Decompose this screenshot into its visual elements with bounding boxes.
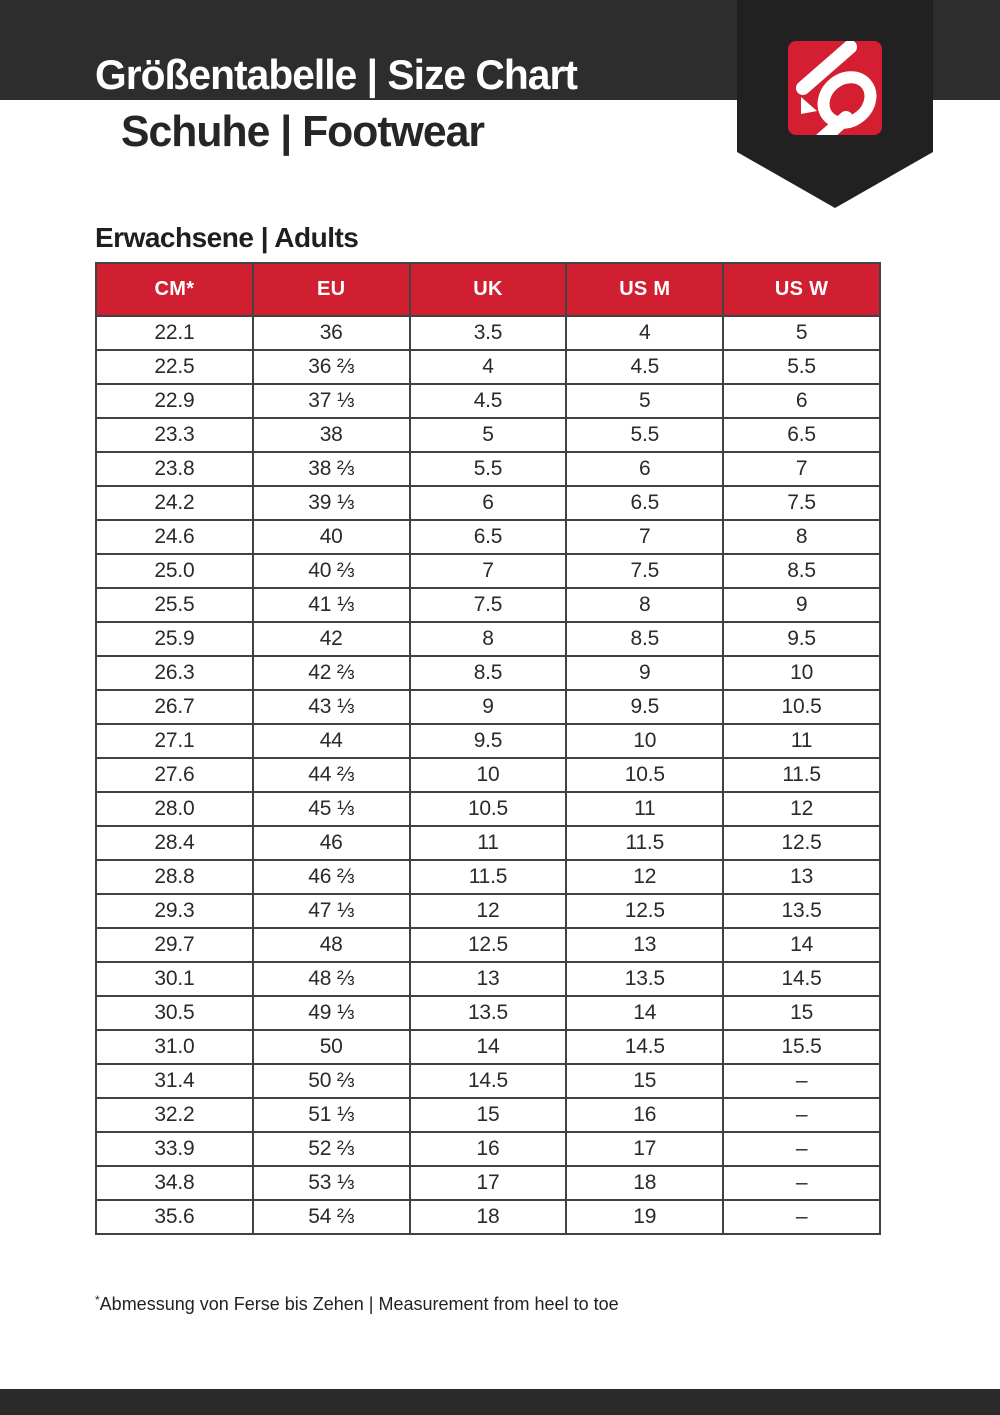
table-row: [96, 316, 880, 350]
size-cell: 11: [410, 826, 567, 860]
size-cell: 29.7: [96, 928, 253, 962]
size-cell: 44: [253, 724, 410, 758]
size-table: [95, 262, 881, 1235]
table-row: [96, 418, 880, 452]
size-cell: 48 ⅔: [253, 962, 410, 996]
column-header: UK: [410, 263, 567, 316]
page-subtitle: Schuhe | Footwear: [121, 107, 485, 156]
table-row: [96, 758, 880, 792]
size-cell: 8.5: [566, 622, 723, 656]
size-cell: –: [723, 1166, 880, 1200]
size-cell: –: [723, 1098, 880, 1132]
size-cell: 11.5: [410, 860, 567, 894]
size-cell: 8: [566, 588, 723, 622]
size-table-header: [96, 263, 880, 316]
size-cell: 13: [723, 860, 880, 894]
size-cell: 7.5: [566, 554, 723, 588]
table-row: [96, 1166, 880, 1200]
size-cell: 5.5: [410, 452, 567, 486]
size-cell: 8: [410, 622, 567, 656]
size-cell: 25.5: [96, 588, 253, 622]
table-row: [96, 452, 880, 486]
size-cell: 4: [566, 316, 723, 350]
size-cell: 27.1: [96, 724, 253, 758]
size-cell: 42 ⅔: [253, 656, 410, 690]
size-cell: 8.5: [410, 656, 567, 690]
size-cell: 9: [410, 690, 567, 724]
table-row: [96, 384, 880, 418]
size-cell: 9.5: [566, 690, 723, 724]
size-cell: 10: [723, 656, 880, 690]
size-cell: 36 ⅔: [253, 350, 410, 384]
size-cell: 17: [410, 1166, 567, 1200]
column-header: US W: [723, 263, 880, 316]
size-cell: 12.5: [410, 928, 567, 962]
size-cell: 6.5: [566, 486, 723, 520]
size-cell: 52 ⅔: [253, 1132, 410, 1166]
footnote-text: Abmessung von Ferse bis Zehen | Measurement from heel to toe: [99, 1294, 619, 1314]
table-row: [96, 1132, 880, 1166]
size-cell: 40: [253, 520, 410, 554]
size-cell: –: [723, 1132, 880, 1166]
size-cell: 5.5: [566, 418, 723, 452]
size-cell: 45 ⅓: [253, 792, 410, 826]
size-cell: 6: [410, 486, 567, 520]
table-row: [96, 486, 880, 520]
table-row: [96, 894, 880, 928]
size-cell: 5: [723, 316, 880, 350]
size-cell: 16: [566, 1098, 723, 1132]
size-cell: 48: [253, 928, 410, 962]
size-cell: 30.5: [96, 996, 253, 1030]
size-cell: 7.5: [410, 588, 567, 622]
size-cell: 7: [566, 520, 723, 554]
column-header: EU: [253, 263, 410, 316]
size-cell: 7.5: [723, 486, 880, 520]
size-cell: 25.0: [96, 554, 253, 588]
table-row: [96, 622, 880, 656]
size-cell: 24.6: [96, 520, 253, 554]
size-table-body: [96, 316, 880, 1234]
table-row: [96, 826, 880, 860]
size-cell: 14.5: [566, 1030, 723, 1064]
size-cell: 18: [566, 1166, 723, 1200]
size-cell: 46 ⅔: [253, 860, 410, 894]
table-row: [96, 1030, 880, 1064]
size-cell: 40 ⅔: [253, 554, 410, 588]
table-row: [96, 690, 880, 724]
page-title: Größentabelle | Size Chart: [95, 51, 577, 98]
size-cell: 53 ⅓: [253, 1166, 410, 1200]
size-cell: 28.0: [96, 792, 253, 826]
size-cell: 16: [410, 1132, 567, 1166]
size-cell: 33.9: [96, 1132, 253, 1166]
size-cell: 38 ⅔: [253, 452, 410, 486]
size-cell: 22.1: [96, 316, 253, 350]
size-cell: 15: [566, 1064, 723, 1098]
table-row: [96, 996, 880, 1030]
size-cell: 12: [566, 860, 723, 894]
column-header: US M: [566, 263, 723, 316]
size-cell: 32.2: [96, 1098, 253, 1132]
size-cell: 31.4: [96, 1064, 253, 1098]
five-ten-logo-icon: [788, 41, 882, 135]
size-cell: 24.2: [96, 486, 253, 520]
table-row: [96, 962, 880, 996]
size-cell: 12: [410, 894, 567, 928]
size-cell: 44 ⅔: [253, 758, 410, 792]
size-cell: 34.8: [96, 1166, 253, 1200]
table-row: [96, 656, 880, 690]
size-cell: 3.5: [410, 316, 567, 350]
size-cell: 50: [253, 1030, 410, 1064]
size-cell: 49 ⅓: [253, 996, 410, 1030]
size-cell: 10.5: [566, 758, 723, 792]
size-cell: 13: [566, 928, 723, 962]
size-cell: 9.5: [723, 622, 880, 656]
size-cell: 39 ⅓: [253, 486, 410, 520]
size-cell: 11: [723, 724, 880, 758]
size-cell: 54 ⅔: [253, 1200, 410, 1234]
size-cell: 41 ⅓: [253, 588, 410, 622]
size-cell: 12.5: [723, 826, 880, 860]
size-cell: 25.9: [96, 622, 253, 656]
size-cell: 13.5: [723, 894, 880, 928]
size-cell: 23.3: [96, 418, 253, 452]
size-cell: 28.8: [96, 860, 253, 894]
table-row: [96, 588, 880, 622]
size-cell: 15: [410, 1098, 567, 1132]
size-cell: 50 ⅔: [253, 1064, 410, 1098]
size-cell: 36: [253, 316, 410, 350]
size-cell: 23.8: [96, 452, 253, 486]
size-cell: 10: [566, 724, 723, 758]
table-row: [96, 1098, 880, 1132]
size-cell: 19: [566, 1200, 723, 1234]
size-cell: 13.5: [566, 962, 723, 996]
size-cell: 28.4: [96, 826, 253, 860]
size-cell: 10: [410, 758, 567, 792]
size-cell: 12.5: [566, 894, 723, 928]
footnote-marker: *: [95, 1293, 100, 1307]
size-cell: 46: [253, 826, 410, 860]
size-cell: 30.1: [96, 962, 253, 996]
size-cell: 14: [723, 928, 880, 962]
footer-band: [0, 1389, 1000, 1415]
table-row: [96, 1064, 880, 1098]
size-cell: 9.5: [410, 724, 567, 758]
size-cell: 5: [410, 418, 567, 452]
size-cell: 5.5: [723, 350, 880, 384]
table-row: [96, 520, 880, 554]
table-row: [96, 792, 880, 826]
size-cell: 15: [723, 996, 880, 1030]
size-cell: 17: [566, 1132, 723, 1166]
size-cell: 29.3: [96, 894, 253, 928]
size-cell: 11: [566, 792, 723, 826]
size-cell: 31.0: [96, 1030, 253, 1064]
size-cell: 6: [723, 384, 880, 418]
size-cell: 4.5: [410, 384, 567, 418]
size-cell: 47 ⅓: [253, 894, 410, 928]
size-cell: 14.5: [723, 962, 880, 996]
size-cell: 9: [723, 588, 880, 622]
size-cell: 22.9: [96, 384, 253, 418]
size-cell: 35.6: [96, 1200, 253, 1234]
size-cell: 4: [410, 350, 567, 384]
size-cell: 6.5: [723, 418, 880, 452]
size-cell: 5: [566, 384, 723, 418]
size-cell: 38: [253, 418, 410, 452]
table-row: [96, 1200, 880, 1234]
size-cell: 18: [410, 1200, 567, 1234]
column-header: CM*: [96, 263, 253, 316]
table-row: [96, 860, 880, 894]
size-cell: 11.5: [566, 826, 723, 860]
size-cell: 43 ⅓: [253, 690, 410, 724]
size-cell: 14: [566, 996, 723, 1030]
size-cell: 6: [566, 452, 723, 486]
size-cell: 13.5: [410, 996, 567, 1030]
size-cell: 8.5: [723, 554, 880, 588]
size-cell: 26.3: [96, 656, 253, 690]
size-cell: 14: [410, 1030, 567, 1064]
size-cell: 6.5: [410, 520, 567, 554]
size-cell: 51 ⅓: [253, 1098, 410, 1132]
size-cell: 11.5: [723, 758, 880, 792]
size-cell: 7: [723, 452, 880, 486]
size-cell: –: [723, 1064, 880, 1098]
size-cell: 15.5: [723, 1030, 880, 1064]
size-cell: 10.5: [410, 792, 567, 826]
size-cell: 12: [723, 792, 880, 826]
size-cell: 26.7: [96, 690, 253, 724]
size-cell: 13: [410, 962, 567, 996]
table-row: [96, 350, 880, 384]
size-cell: 22.5: [96, 350, 253, 384]
table-row: [96, 928, 880, 962]
size-cell: –: [723, 1200, 880, 1234]
size-cell: 27.6: [96, 758, 253, 792]
size-cell: 37 ⅓: [253, 384, 410, 418]
size-cell: 9: [566, 656, 723, 690]
size-cell: 42: [253, 622, 410, 656]
size-cell: 7: [410, 554, 567, 588]
size-cell: 10.5: [723, 690, 880, 724]
size-table-header-row: [96, 263, 880, 316]
table-row: [96, 724, 880, 758]
size-cell: 4.5: [566, 350, 723, 384]
section-heading: Erwachsene | Adults: [95, 222, 359, 253]
size-cell: 8: [723, 520, 880, 554]
table-row: [96, 554, 880, 588]
footnote: [95, 1293, 619, 1315]
size-cell: 14.5: [410, 1064, 567, 1098]
